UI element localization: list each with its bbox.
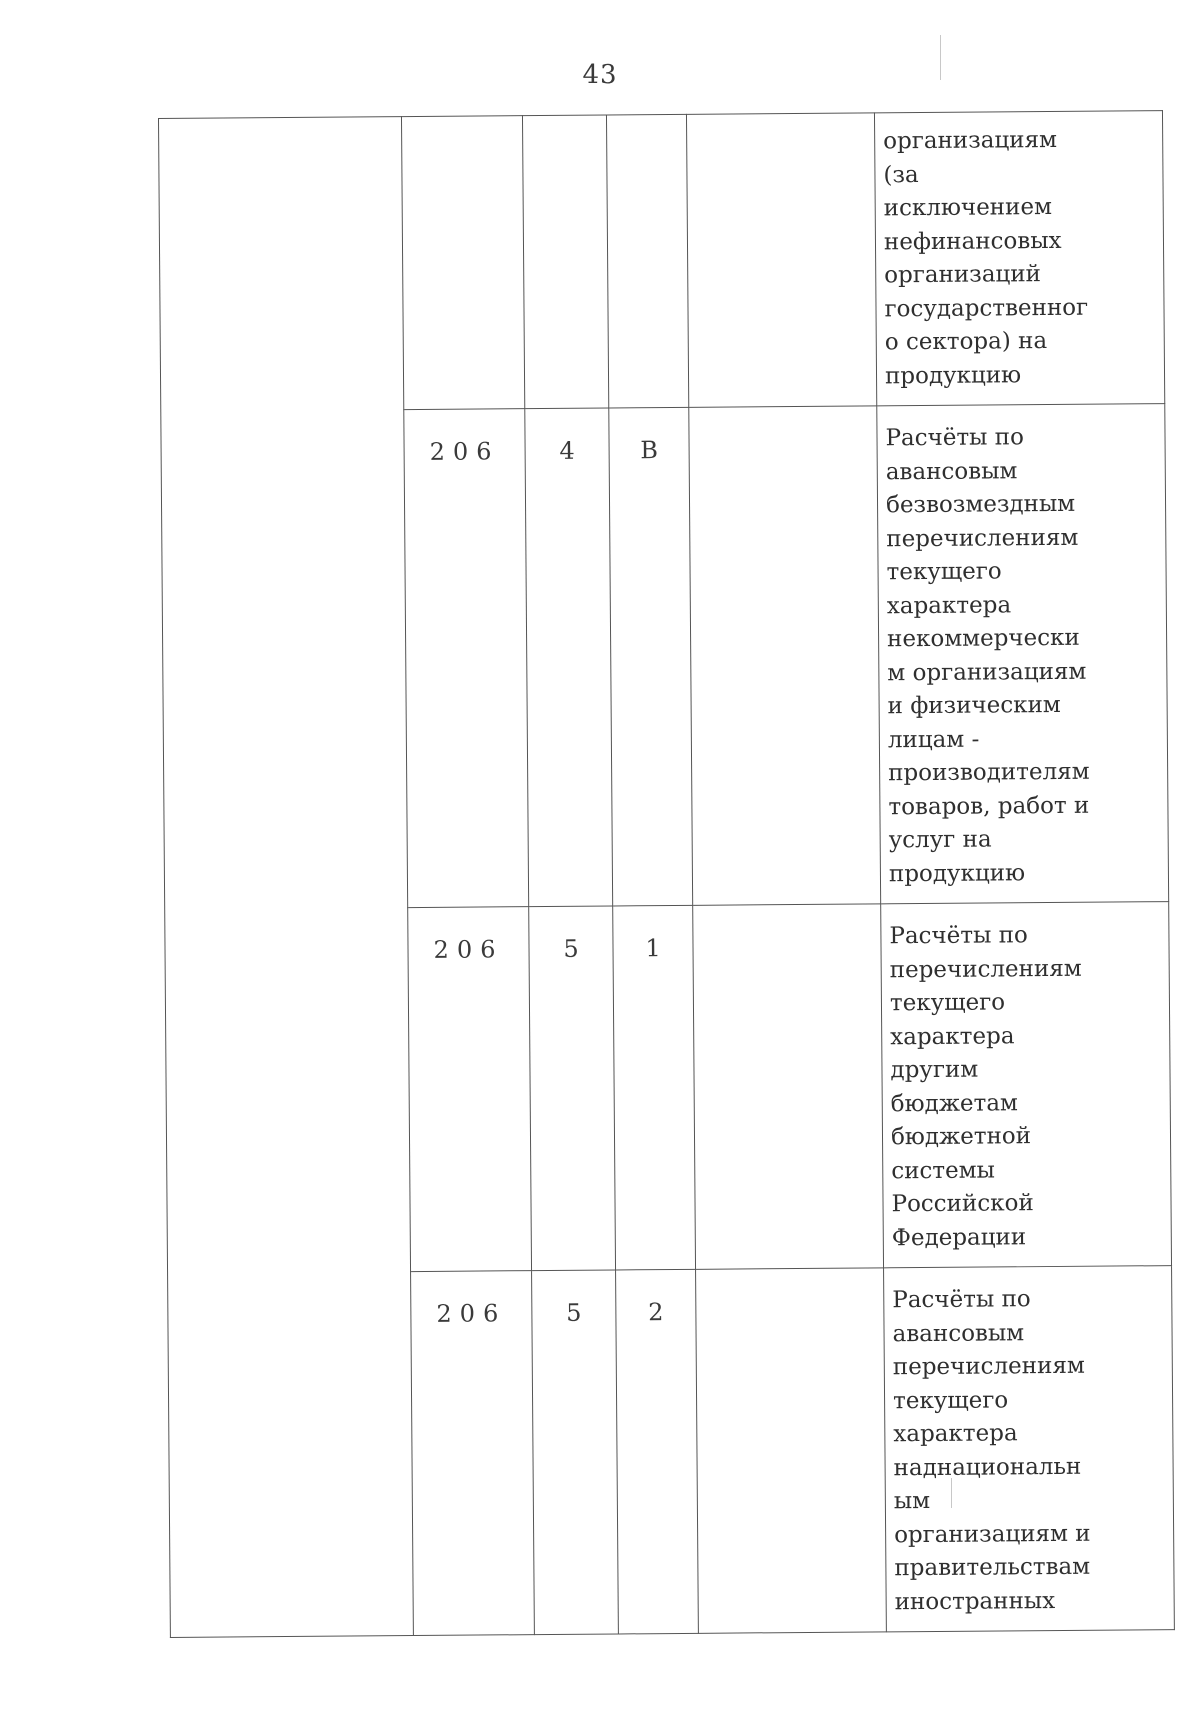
description-cell: организациям (за исключением нефинансовых организаций государственног о сектора) на продукцию xyxy=(874,111,1164,406)
kbk-cell xyxy=(401,116,524,410)
description-cell: Расчёты по авансовым безвозмездным перечислениям текущего характера некоммерчески м организациям и физическим лицам - производителям товаров, работ и услуг на продукцию xyxy=(877,404,1169,904)
extra-cell xyxy=(693,904,884,1269)
kosgu-sub-cell: В xyxy=(609,407,693,906)
kbk-cell: 206 xyxy=(404,409,529,908)
extra-cell xyxy=(686,113,876,407)
accounts-table xyxy=(158,110,1175,1638)
extra-cell xyxy=(696,1268,887,1633)
kosgu-sub-cell: 1 xyxy=(613,905,696,1270)
description-cell: Расчёты по перечислениям текущего характера другим бюджетам бюджетной системы Российской Федерации xyxy=(881,902,1172,1268)
kosgu-group-cell: 5 xyxy=(532,1270,619,1635)
kosgu-group-cell: 5 xyxy=(529,906,616,1271)
extra-cell xyxy=(689,406,881,905)
table-row xyxy=(158,111,1164,412)
kosgu-group-cell: 4 xyxy=(525,408,613,907)
kosgu-group-cell xyxy=(522,115,608,409)
page-number: 43 xyxy=(582,60,618,90)
kosgu-sub-cell xyxy=(606,114,688,408)
description-cell: Расчёты по авансовым перечислениям текущего характера наднациональн ым организациям и правительствам иностранных xyxy=(884,1266,1175,1632)
merged-left-cell xyxy=(158,117,413,1638)
kbk-cell: 206 xyxy=(408,907,532,1272)
kbk-cell: 206 xyxy=(411,1271,535,1636)
kosgu-sub-cell: 2 xyxy=(616,1269,699,1634)
